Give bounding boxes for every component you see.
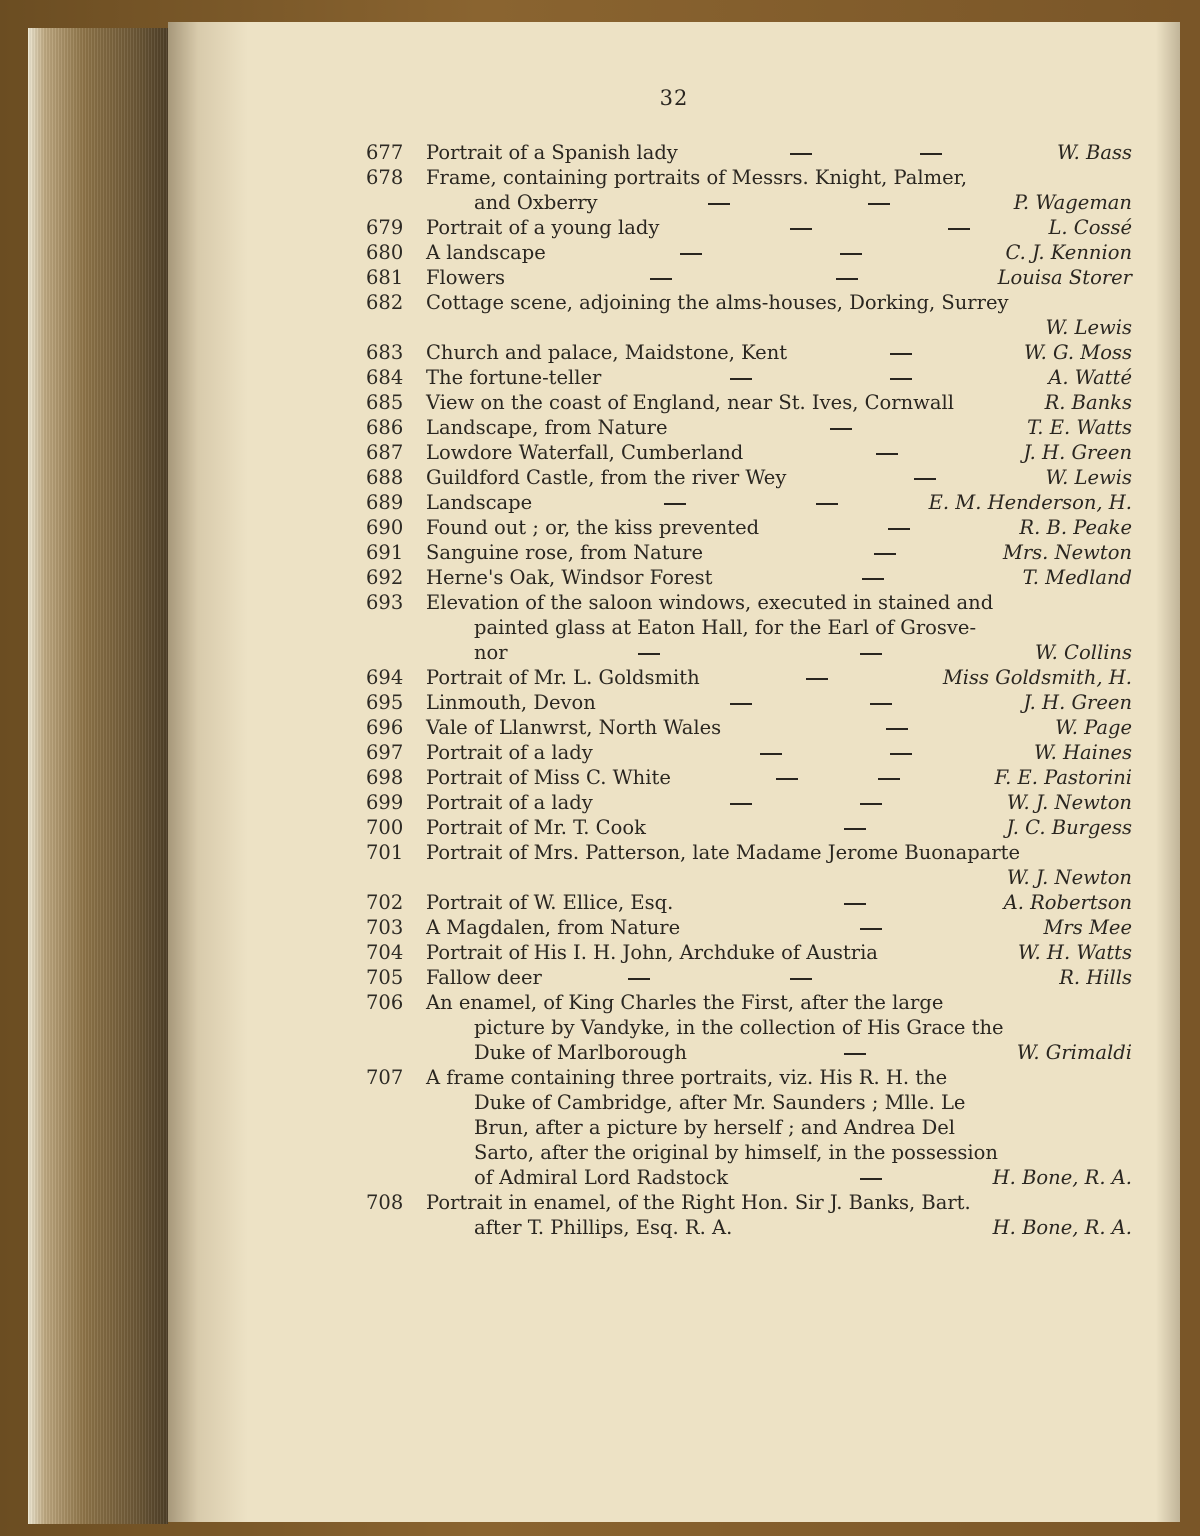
- entry-number: 683: [366, 341, 404, 364]
- entry-title-line: Duke of Marlborough: [474, 1041, 687, 1064]
- entry-artist: W. H. Watts: [1017, 941, 1132, 964]
- em-dash-separator: [730, 803, 752, 805]
- entry-artist: W. Lewis: [1045, 316, 1132, 339]
- em-dash-separator: [860, 653, 882, 655]
- em-dash-separator: [776, 778, 798, 780]
- entry-title-line: A landscape: [426, 241, 546, 264]
- em-dash-separator: [888, 528, 910, 530]
- entry-title-line: nor: [474, 641, 508, 664]
- entry-title-line: Sanguine rose, from Nature: [426, 541, 704, 564]
- entry-number: 696: [366, 716, 404, 739]
- entry-artist: W. Grimaldi: [1016, 1041, 1132, 1064]
- entry-artist: Mrs. Newton: [1002, 541, 1132, 564]
- entry-artist: J. C. Burgess: [1006, 816, 1132, 839]
- entry-number: 694: [366, 666, 404, 689]
- entry-number: 680: [366, 241, 404, 264]
- entry-artist: R. Hills: [1059, 966, 1132, 989]
- entry-title-line: Cottage scene, adjoining the alms-houses, Dorking, Surrey: [426, 291, 1009, 314]
- entry-title-line: Landscape, from Nature: [426, 416, 668, 439]
- entry-title-line: Portrait of Mrs. Patterson, late Madame Jerome Buonaparte: [426, 841, 1021, 864]
- entry-title-line: of Admiral Lord Radstock: [474, 1166, 729, 1189]
- entry-title-line: Portrait of Mr. L. Goldsmith: [426, 666, 700, 689]
- em-dash-separator: [790, 153, 812, 155]
- entry-title-line: The fortune-teller: [426, 366, 602, 389]
- entry-number: 679: [366, 216, 404, 239]
- entry-artist: W. Collins: [1035, 641, 1132, 664]
- em-dash-separator: [730, 703, 752, 705]
- entry-title-line: Portrait of a lady: [426, 791, 593, 814]
- em-dash-separator: [730, 378, 752, 380]
- em-dash-separator: [878, 778, 900, 780]
- entry-title-line: Portrait of a Spanish lady: [426, 141, 678, 164]
- em-dash-separator: [816, 503, 838, 505]
- entry-title-line: Frame, containing portraits of Messrs. Knight, Palmer,: [426, 166, 968, 189]
- entry-number: 697: [366, 741, 404, 764]
- em-dash-separator: [844, 903, 866, 905]
- entry-title-line: painted glass at Eaton Hall, for the Earl of Grosve-: [474, 616, 977, 639]
- page-number: 32: [659, 86, 689, 110]
- entry-title-line: A frame containing three portraits, viz. His R. H. the: [426, 1066, 948, 1089]
- em-dash-separator: [914, 478, 936, 480]
- entry-artist: W. J. Newton: [1006, 791, 1132, 814]
- entry-title-line: A Magdalen, from Nature: [426, 916, 681, 939]
- entry-artist: C. J. Kennion: [1005, 241, 1132, 264]
- em-dash-separator: [860, 928, 882, 930]
- entry-title-line: Herne's Oak, Windsor Forest: [426, 566, 713, 589]
- entry-artist: A. Watté: [1048, 366, 1132, 389]
- em-dash-separator: [840, 253, 862, 255]
- book-page: [168, 22, 1180, 1522]
- entry-number: 705: [366, 966, 404, 989]
- entry-title-line: Found out ; or, the kiss prevented: [426, 516, 760, 539]
- entry-artist: W. Haines: [1033, 741, 1132, 764]
- em-dash-separator: [870, 703, 892, 705]
- entry-number: 708: [366, 1191, 404, 1214]
- em-dash-separator: [806, 678, 828, 680]
- entry-title-line: after T. Phillips, Esq. R. A.: [474, 1216, 733, 1239]
- em-dash-separator: [844, 828, 866, 830]
- entry-artist: R. B. Peake: [1019, 516, 1132, 539]
- em-dash-separator: [790, 978, 812, 980]
- entry-artist: H. Bone, R. A.: [992, 1166, 1132, 1189]
- entry-title-line: and Oxberry: [474, 191, 598, 214]
- em-dash-separator: [890, 353, 912, 355]
- entry-title-line: Portrait of a young lady: [426, 216, 660, 239]
- catalogue-entries: [168, 22, 1180, 1522]
- entry-title-line: Brun, after a picture by herself ; and Andrea Del: [474, 1116, 955, 1139]
- entry-artist: T. Medland: [1022, 566, 1132, 589]
- entry-number: 685: [366, 391, 404, 414]
- entry-number: 700: [366, 816, 404, 839]
- entry-number: 688: [366, 466, 404, 489]
- entry-number: 703: [366, 916, 404, 939]
- entry-title-line: Portrait of Miss C. White: [426, 766, 671, 789]
- entry-number: 695: [366, 691, 404, 714]
- entry-artist: J. H. Green: [1023, 691, 1132, 714]
- entry-title-line: Duke of Cambridge, after Mr. Saunders ; Mlle. Le: [474, 1091, 966, 1114]
- entry-number: 687: [366, 441, 404, 464]
- entry-number: 691: [366, 541, 404, 564]
- entry-number: 693: [366, 591, 404, 614]
- entry-number: 699: [366, 791, 404, 814]
- em-dash-separator: [638, 653, 660, 655]
- entry-title-line: Sarto, after the original by himself, in the possession: [474, 1141, 998, 1164]
- entry-number: 684: [366, 366, 404, 389]
- entry-number: 677: [366, 141, 404, 164]
- entry-artist: T. E. Watts: [1027, 416, 1132, 439]
- entry-number: 698: [366, 766, 404, 789]
- em-dash-separator: [860, 803, 882, 805]
- entry-title-line: Portrait of W. Ellice, Esq.: [426, 891, 674, 914]
- entry-number: 686: [366, 416, 404, 439]
- entry-number: 682: [366, 291, 404, 314]
- entry-title-line: Guildford Castle, from the river Wey: [426, 466, 787, 489]
- entry-number: 678: [366, 166, 404, 189]
- entry-title-line: View on the coast of England, near St. Ives, Cornwall: [426, 391, 954, 414]
- em-dash-separator: [890, 753, 912, 755]
- entry-artist: L. Cossé: [1048, 216, 1132, 239]
- em-dash-separator: [628, 978, 650, 980]
- em-dash-separator: [860, 1178, 882, 1180]
- entry-artist: E. M. Henderson, H.: [928, 491, 1132, 514]
- entry-title-line: Portrait of His I. H. John, Archduke of Austria: [426, 941, 878, 964]
- entry-artist: W. Lewis: [1045, 466, 1132, 489]
- em-dash-separator: [830, 428, 852, 430]
- em-dash-separator: [948, 228, 970, 230]
- entry-title-line: Flowers: [426, 266, 506, 289]
- entry-artist: W. J. Newton: [1006, 866, 1132, 889]
- entry-title-line: Fallow deer: [426, 966, 542, 989]
- em-dash-separator: [650, 278, 672, 280]
- em-dash-separator: [890, 378, 912, 380]
- entry-title-line: picture by Vandyke, in the collection of His Grace the: [474, 1016, 1004, 1039]
- entry-artist: W. G. Moss: [1023, 341, 1132, 364]
- entry-artist: J. H. Green: [1023, 441, 1132, 464]
- entry-number: 701: [366, 841, 404, 864]
- entry-title-line: Portrait of Mr. T. Cook: [426, 816, 646, 839]
- entry-title-line: Lowdore Waterfall, Cumberland: [426, 441, 744, 464]
- entry-title-line: An enamel, of King Charles the First, after the large: [426, 991, 944, 1014]
- em-dash-separator: [844, 1053, 866, 1055]
- entry-artist: W. Page: [1055, 716, 1132, 739]
- entry-title-line: Vale of Llanwrst, North Wales: [426, 716, 722, 739]
- entry-number: 704: [366, 941, 404, 964]
- entry-artist: W. Bass: [1056, 141, 1132, 164]
- page-edges: [28, 28, 168, 1524]
- entry-artist: Mrs Mee: [1043, 916, 1132, 939]
- em-dash-separator: [920, 153, 942, 155]
- em-dash-separator: [664, 503, 686, 505]
- em-dash-separator: [874, 553, 896, 555]
- em-dash-separator: [708, 203, 730, 205]
- em-dash-separator: [790, 228, 812, 230]
- entry-title-line: Portrait of a lady: [426, 741, 593, 764]
- entry-artist: F. E. Pastorini: [994, 766, 1132, 789]
- em-dash-separator: [760, 753, 782, 755]
- em-dash-separator: [836, 278, 858, 280]
- entry-artist: A. Robertson: [1003, 891, 1132, 914]
- entry-number: 692: [366, 566, 404, 589]
- entry-artist: Miss Goldsmith, H.: [942, 666, 1132, 689]
- entry-number: 681: [366, 266, 404, 289]
- entry-number: 689: [366, 491, 404, 514]
- entry-title-line: Elevation of the saloon windows, executed in stained and: [426, 591, 994, 614]
- em-dash-separator: [680, 253, 702, 255]
- entry-number: 702: [366, 891, 404, 914]
- entry-title-line: Church and palace, Maidstone, Kent: [426, 341, 788, 364]
- entry-number: 707: [366, 1066, 404, 1089]
- em-dash-separator: [868, 203, 890, 205]
- entry-title-line: Portrait in enamel, of the Right Hon. Sir J. Banks, Bart.: [426, 1191, 971, 1214]
- entry-artist: Louisa Storer: [997, 266, 1132, 289]
- entry-number: 706: [366, 991, 404, 1014]
- entry-title-line: Linmouth, Devon: [426, 691, 596, 714]
- entry-artist: H. Bone, R. A.: [992, 1216, 1132, 1239]
- entry-number: 690: [366, 516, 404, 539]
- em-dash-separator: [862, 578, 884, 580]
- em-dash-separator: [886, 728, 908, 730]
- entry-artist: P. Wageman: [1013, 191, 1132, 214]
- entry-title-line: Landscape: [426, 491, 533, 514]
- entry-artist: R. Banks: [1044, 391, 1132, 414]
- em-dash-separator: [876, 453, 898, 455]
